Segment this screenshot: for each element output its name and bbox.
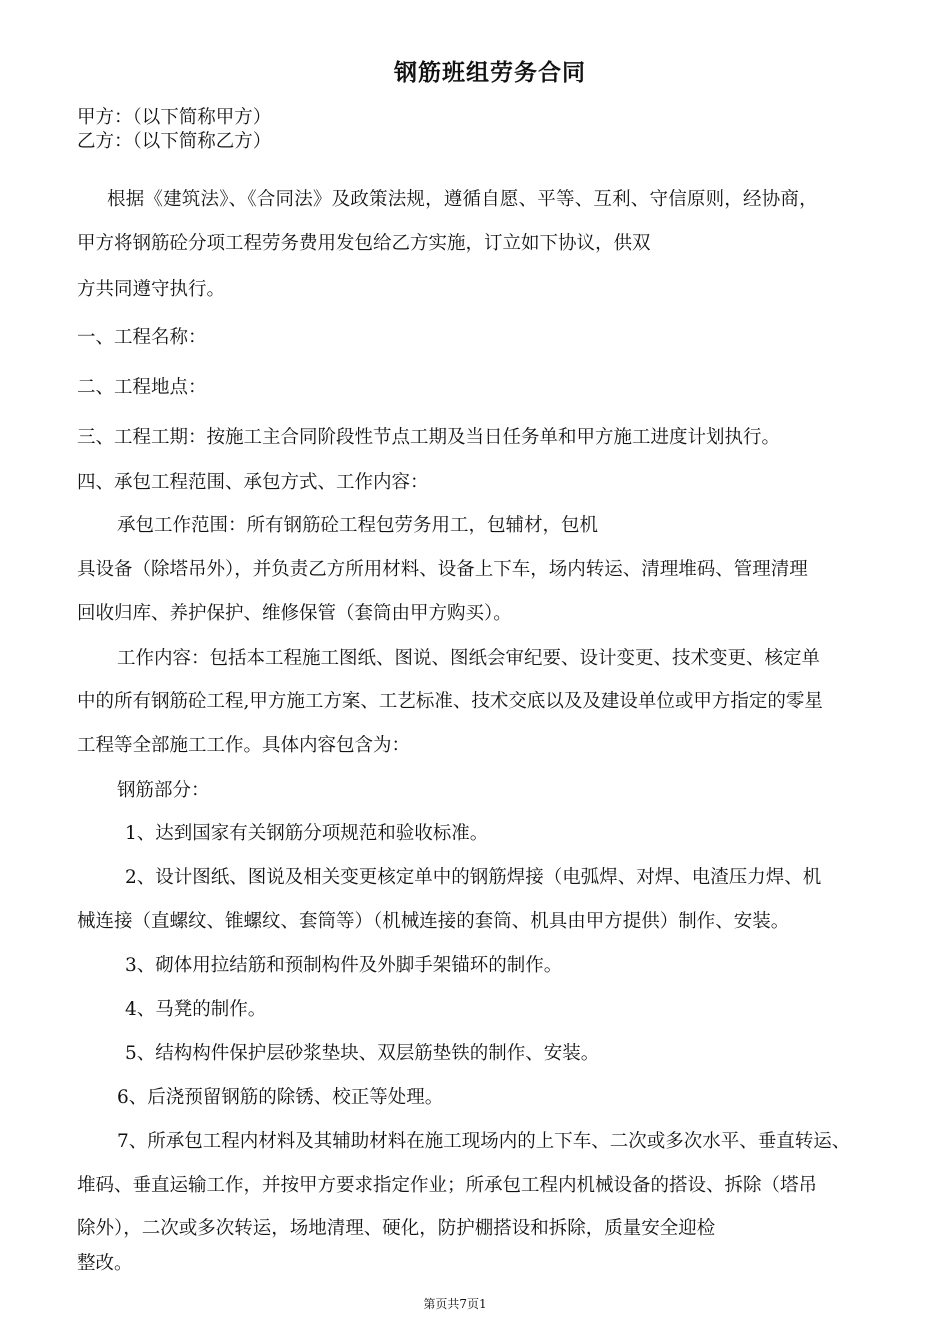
section-project-name: 一、工程名称：: [77, 327, 207, 348]
party-a-line: 甲方：（以下简称甲方）: [77, 107, 272, 128]
rebar-item-7-line-2: 堆码、垂直运输工作，并按甲方要求指定作业；所承包工程内机械设备的搭设、拆除（塔吊: [77, 1175, 818, 1196]
rebar-section-heading: 钢筋部分：: [117, 780, 210, 801]
scope-line-2: 具设备（除塔吊外），并负责乙方所用材料、设备上下车，场内转运、清理堆码、管理清理: [77, 559, 808, 580]
work-content-line-3: 工程等全部施工工作。具体内容包含为：: [77, 735, 411, 756]
rebar-item-7-line-4: 整改。: [77, 1253, 133, 1274]
section-scope-heading: 四、承包工程范围、承包方式、工作内容：: [77, 472, 429, 493]
intro-line-1: 根据《建筑法》、《合同法》及政策法规，遵循自愿、平等、互利、守信原则，经协商，: [107, 189, 818, 210]
rebar-item-3: 3、砌体用拉结筋和预制构件及外脚手架锚环的制作。: [125, 955, 563, 976]
rebar-item-5: 5、结构构件保护层砂浆垫块、双层筋垫铁的制作、安装。: [125, 1043, 600, 1064]
rebar-item-2-line-2: 械连接（直螺纹、锥螺纹、套筒等）（机械连接的套筒、机具由甲方提供）制作、安装。: [77, 911, 790, 932]
rebar-item-7-line-3: 除外），二次或多次转运，场地清理、硬化，防护棚搭设和拆除，质量安全迎检: [77, 1218, 716, 1239]
intro-line-2: 甲方将钢筋砼分项工程劳务费用发包给乙方实施，订立如下协议，供双: [77, 233, 651, 254]
document-title: 钢筋班组劳务合同: [394, 60, 586, 86]
rebar-item-1: 1、达到国家有关钢筋分项规范和验收标准。: [125, 823, 489, 844]
intro-line-3: 方共同遵守执行。: [77, 279, 226, 300]
scope-line-1: 承包工作范围：所有钢筋砼工程包劳务用工，包辅材，包机: [117, 515, 599, 536]
party-b-line: 乙方：（以下简称乙方）: [77, 131, 272, 152]
rebar-item-6: 6、后浇预留钢筋的除锈、校正等处理。: [117, 1087, 444, 1108]
rebar-item-7-line-1: 7、所承包工程内材料及其辅助材料在施工现场内的上下车、二次或多次水平、垂直转运、: [117, 1131, 851, 1152]
section-project-location: 二、工程地点：: [77, 377, 207, 398]
section-project-duration: 三、工程工期：按施工主合同阶段性节点工期及当日任务单和甲方施工进度计划执行。: [77, 427, 781, 448]
work-content-line-1: 工作内容：包括本工程施工图纸、图说、图纸会审纪要、设计变更、技术变更、核定单: [117, 648, 821, 669]
page-footer: 第页共7页1: [423, 1297, 487, 1311]
work-content-line-2: 中的所有钢筋砼工程,甲方施工方案、工艺标准、技术交底以及及建设单位或甲方指定的零星: [77, 691, 823, 712]
rebar-item-4: 4、马凳的制作。: [125, 999, 267, 1020]
rebar-item-2-line-1: 2、设计图纸、图说及相关变更核定单中的钢筋焊接（电弧焊、对焊、电渣压力焊、机: [125, 867, 822, 888]
scope-line-3: 回收归库、养护保护、维修保管（套筒由甲方购买）。: [77, 603, 512, 624]
